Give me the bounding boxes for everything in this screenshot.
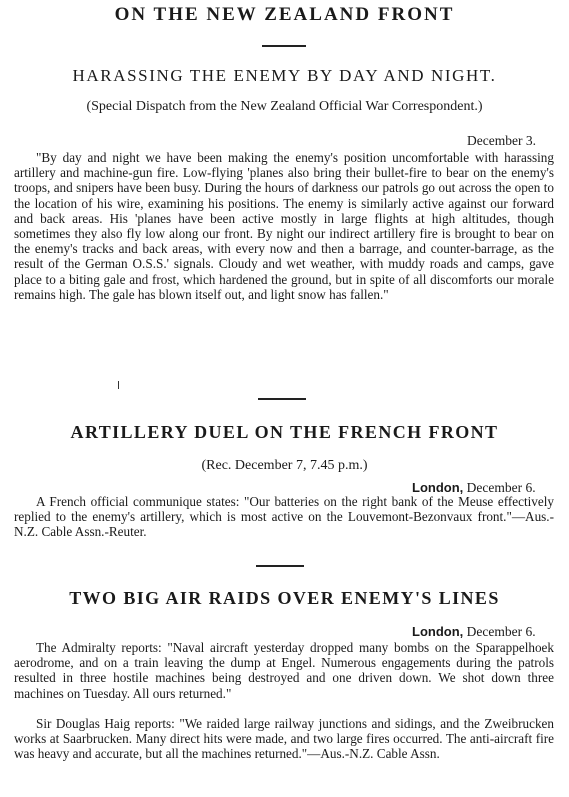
article-1-date: December 3. xyxy=(467,133,536,148)
divider-rule xyxy=(262,45,306,47)
dateline-date: December 6. xyxy=(466,624,536,639)
article-3-paragraph-1: The Admiralty reports: "Naval aircraft yesterday dropped many bombs on the Sparappelhoek aerodrome, and on a train leaving the dump at Engel. Numerous engagements during the patrols resulted in three hostile machines being destroyed and one driven down. We shot down three machines on Tuesday. All ours returned." xyxy=(14,640,554,701)
article-2-headline: ARTILLERY DUEL ON THE FRENCH FRONT xyxy=(70,422,499,442)
page-title: ON THE NEW ZEALAND FRONT xyxy=(114,4,455,25)
article-2-subheading: (Rec. December 7, 7.45 p.m.) xyxy=(201,458,368,473)
print-mark xyxy=(118,381,119,389)
divider-rule xyxy=(258,398,306,400)
divider-rule xyxy=(256,565,304,567)
article-3-paragraph-2: Sir Douglas Haig reports: "We raided large railway junctions and sidings, and the Zweibrucken works at Saarbrucken. Many direct hits were made, and two large fires occurred. The anti-aircraft fire was heavy and accurate, but all the machines returned."—Aus.-N.Z. Cable Assn. xyxy=(14,716,554,762)
dateline-date: December 6. xyxy=(466,480,536,495)
dateline-city: London, xyxy=(412,480,464,495)
article-3-dateline xyxy=(412,624,536,640)
article-1-subheading: (Special Dispatch from the New Zealand Official War Correspondent.) xyxy=(86,99,483,114)
article-1-headline: HARASSING THE ENEMY BY DAY AND NIGHT. xyxy=(72,66,497,85)
dateline-city: London, xyxy=(412,624,464,639)
article-3-headline: TWO BIG AIR RAIDS OVER ENEMY'S LINES xyxy=(69,588,500,608)
article-2-body: A French official communique states: "Our batteries on the right bank of the Meuse effectively replied to the enemy's artillery, which is most active on the Louvemont-Bezonvaux front."—Aus.-N.Z. Cable Assn.-Reuter. xyxy=(14,494,554,540)
article-1-body: "By day and night we have been making the enemy's position uncomfortable with harassing artillery and machine-gun fire. Low-flying 'planes also bring their bullet-fire to bear on the enemy's troops, and snipers have been busy. During the hours of darkness our patrols go out across the open to the location of his wire, examining his positions. The enemy is similarly active against our forward and back areas. His 'planes have been active mostly in large flights at high altitudes, though sometimes they also fly low along our front. By night our indirect artillery fire is brought to bear on the enemy's tracks and back areas, with every now and then a barrage, and counter-barrage, as the result of the German O.S.S.' signals. Cloudy and wet weather, with muddy roads and camps, gave place to a biting gale and frost, which hardened the ground, but in spite of all discomforts our morale remains high. The gale has blown itself out, and light snow has fallen." xyxy=(14,150,554,302)
